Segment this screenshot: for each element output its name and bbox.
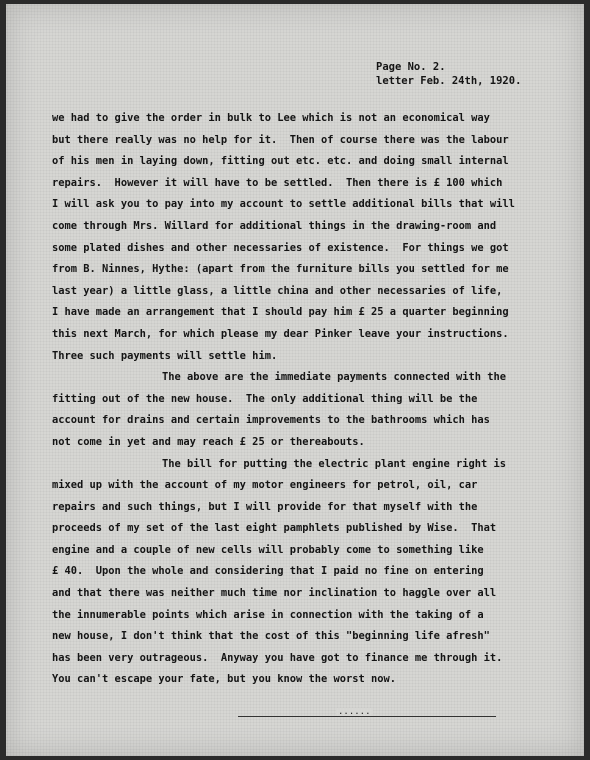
paragraph-3 — [52, 454, 572, 692]
text-line: repairs and such things, but I will provide for that myself with the — [52, 500, 478, 513]
text-line: and that there was neither much time nor inclination to haggle over all — [52, 587, 497, 600]
text-line: Three such payments will settle him. — [52, 349, 278, 362]
text-line: fitting out of the new house. The only additional thing will be the — [52, 392, 478, 405]
text-line: from B. Ninnes, Hythe: (apart from the furniture bills you settled for me — [52, 263, 509, 276]
text-line: repairs. However it will have to be settled. Then there is £ 100 which — [52, 176, 503, 189]
text-line: The above are the immediate payments connected with the — [162, 371, 507, 384]
text-line: new house, I don't think that the cost of this "beginning life afresh" — [52, 630, 490, 643]
text-line: the innumerable points which arise in connection with the taking of a — [52, 608, 484, 621]
text-line: proceeds of my set of the last eight pamphlets published by Wise. That — [52, 522, 497, 535]
text-line: come through Mrs. Willard for additional things in the drawing-room and — [52, 219, 497, 232]
closing-dots: ...... — [338, 707, 371, 717]
text-line: £ 40. Upon the whole and considering that I paid no fine on entering — [52, 565, 484, 578]
text-line: engine and a couple of new cells will probably come to something like — [52, 543, 484, 556]
page-number: Page No. 2. — [376, 61, 446, 73]
text-line: of his men in laying down, fitting out etc. etc. and doing small internal — [52, 155, 509, 168]
text-line: last year) a little glass, a little china and other necessaries of life, — [52, 284, 503, 297]
letter-body — [52, 108, 572, 691]
text-line: mixed up with the account of my motor engineers for petrol, oil, car — [52, 479, 478, 492]
text-line: some plated dishes and other necessaries of existence. For things we got — [52, 241, 509, 254]
text-line: this next March, for which please my dear Pinker leave your instructions. — [52, 327, 509, 340]
paragraph-2 — [52, 367, 572, 453]
text-line: The bill for putting the electric plant engine right is — [162, 457, 507, 470]
text-line: account for drains and certain improvements to the bathrooms which has — [52, 414, 490, 427]
letter-header — [376, 60, 521, 88]
text-line: not come in yet and may reach £ 25 or thereabouts. — [52, 435, 365, 448]
text-line: we had to give the order in bulk to Lee which is not an economical way — [52, 112, 490, 124]
text-line: I have made an arrangement that I should pay him £ 25 a quarter beginning — [52, 306, 509, 319]
letter-date: letter Feb. 24th, 1920. — [376, 75, 522, 87]
text-line: has been very outrageous. Anyway you have got to finance me through it. — [52, 651, 503, 664]
paragraph-1 — [52, 108, 572, 367]
text-line: You can't escape your fate, but you know the worst now. — [52, 673, 397, 686]
text-line: but there really was no help for it. Then of course there was the labour — [52, 133, 509, 146]
text-line: I will ask you to pay into my account to settle additional bills that will — [52, 198, 515, 211]
letter-page — [6, 4, 584, 756]
